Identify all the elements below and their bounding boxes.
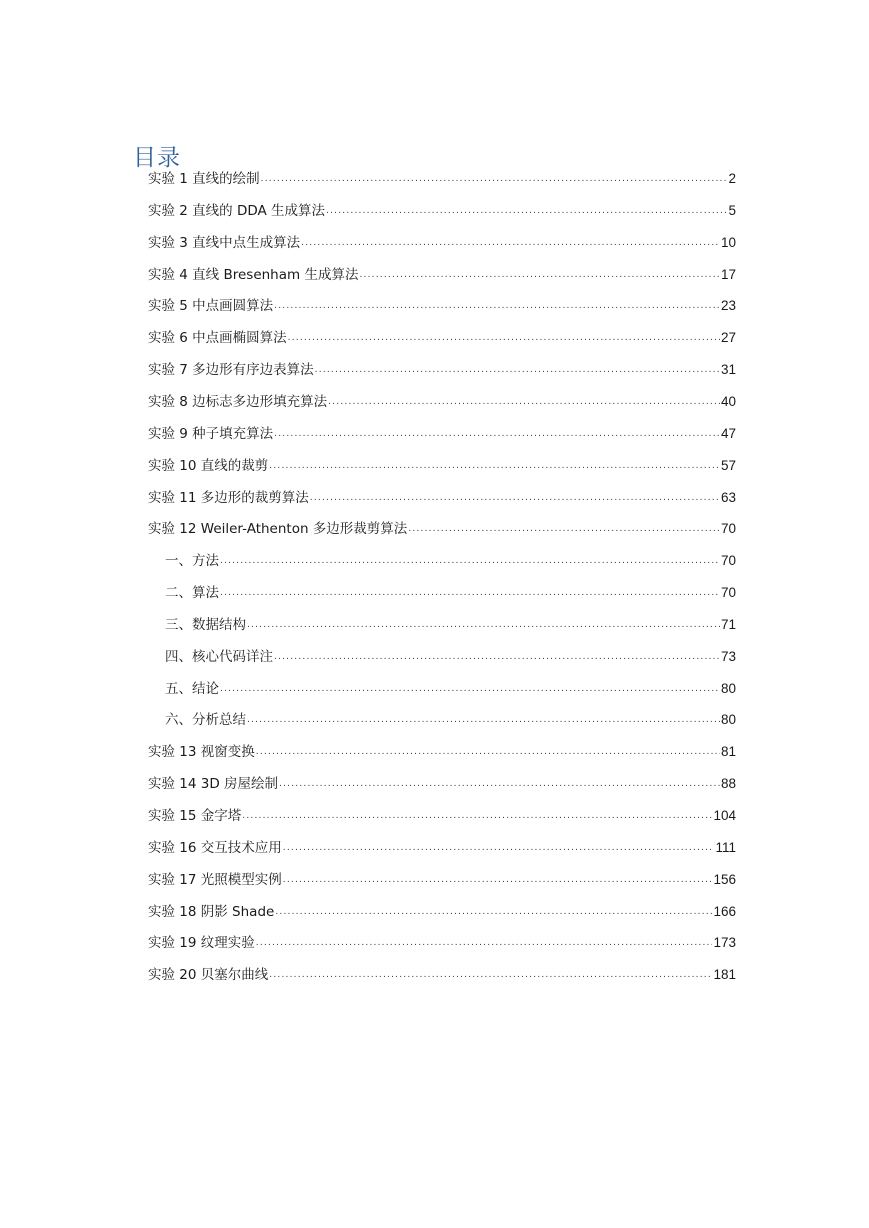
toc-entry-label: 实验 9 种子填充算法 xyxy=(148,425,274,442)
toc-entry-label: 实验 19 纹理实验 xyxy=(148,935,255,952)
toc-entry[interactable] xyxy=(165,610,736,634)
toc-entry-label: 实验 7 多边形有序边表算法 xyxy=(148,362,314,379)
toc-dot-leader xyxy=(269,968,712,982)
toc-entry[interactable] xyxy=(148,514,736,538)
toc-entry-page-number: 57 xyxy=(720,457,736,473)
toc-entry-label: 实验 16 交互技术应用 xyxy=(148,839,282,856)
toc-entry-label: 五、结论 xyxy=(165,680,219,697)
toc-entry[interactable] xyxy=(148,737,736,761)
toc-title: 目录 xyxy=(133,145,181,172)
toc-entry-label: 实验 12 Weiler-Athenton 多边形裁剪算法 xyxy=(148,521,408,538)
toc-entry-page-number: 166 xyxy=(713,903,736,919)
toc-entry-page-number: 80 xyxy=(720,712,736,728)
toc-entry-page-number: 2 xyxy=(728,171,736,186)
toc-entry-label: 四、核心代码详注 xyxy=(165,648,273,665)
toc-entry[interactable] xyxy=(148,387,736,411)
toc-dot-leader xyxy=(328,395,720,409)
toc-entry-label: 实验 15 金字塔 xyxy=(148,808,242,824)
toc-entry-label: 实验 20 贝塞尔曲线 xyxy=(148,967,269,984)
toc-entry[interactable] xyxy=(148,355,736,379)
toc-dot-leader xyxy=(279,777,720,791)
toc-entry-label: 实验 6 中点画椭圆算法 xyxy=(148,330,287,347)
toc-entry[interactable] xyxy=(165,705,736,729)
toc-entry[interactable] xyxy=(148,451,736,475)
toc-dot-leader xyxy=(247,618,720,632)
toc-entry-page-number: 27 xyxy=(720,330,736,346)
toc-entry[interactable] xyxy=(148,801,736,825)
toc-entry-page-number: 40 xyxy=(720,393,736,409)
toc-entry-page-number: 104 xyxy=(713,808,736,823)
toc-entry-label: 实验 5 中点画圆算法 xyxy=(148,298,274,315)
toc-entry[interactable] xyxy=(148,228,736,252)
toc-entry[interactable] xyxy=(148,897,736,921)
toc-entry-page-number: 73 xyxy=(720,648,736,664)
toc-entry[interactable] xyxy=(148,960,736,984)
toc-entry-label: 实验 10 直线的裁剪 xyxy=(148,457,269,474)
toc-entry-page-number: 47 xyxy=(720,425,736,441)
toc-dot-leader xyxy=(220,586,720,600)
toc-entry[interactable] xyxy=(165,578,736,602)
toc-entry-page-number: 173 xyxy=(713,935,736,951)
toc-entry[interactable] xyxy=(148,419,736,443)
toc-dot-leader xyxy=(359,268,720,282)
toc-dot-leader xyxy=(220,682,720,696)
toc-entry-page-number: 111 xyxy=(715,839,736,855)
toc-dot-leader xyxy=(261,172,728,186)
toc-entry-label: 六、分析总结 xyxy=(165,712,246,729)
toc-dot-leader xyxy=(288,331,720,345)
toc-entry-page-number: 81 xyxy=(720,744,736,760)
toc-entry[interactable] xyxy=(148,769,736,793)
toc-entry-label: 实验 14 3D 房屋绘制 xyxy=(148,776,279,793)
toc-entry-page-number: 70 xyxy=(720,553,736,569)
toc-entry-label: 实验 17 光照模型实例 xyxy=(148,871,282,888)
toc-entry[interactable] xyxy=(148,164,736,188)
toc-dot-leader xyxy=(283,873,713,887)
toc-entry[interactable] xyxy=(148,260,736,284)
toc-entry-page-number: 63 xyxy=(720,489,736,505)
toc-entry[interactable] xyxy=(165,674,736,698)
toc-entry-page-number: 181 xyxy=(713,967,736,983)
toc-entry[interactable] xyxy=(148,833,736,857)
toc-entry[interactable] xyxy=(148,323,736,347)
toc-entry[interactable] xyxy=(148,291,736,315)
toc-dot-leader xyxy=(274,427,720,441)
toc-entry-page-number: 156 xyxy=(713,871,736,887)
toc-dot-leader xyxy=(274,650,720,664)
toc-entry[interactable] xyxy=(165,546,736,570)
toc-entry[interactable] xyxy=(148,196,736,220)
toc-entry-page-number: 88 xyxy=(720,776,736,792)
toc-dot-leader xyxy=(408,522,720,536)
toc-entry-label: 实验 18 阴影 Shade xyxy=(148,903,275,920)
toc-entry-label: 实验 3 直线中点生成算法 xyxy=(148,234,301,251)
toc-dot-leader xyxy=(256,936,713,950)
toc-entry-label: 三、数据结构 xyxy=(165,616,246,633)
toc-entry-label: 二、算法 xyxy=(165,585,219,602)
toc-entry-page-number: 31 xyxy=(720,362,736,378)
toc-entry[interactable] xyxy=(148,865,736,889)
toc-dot-leader xyxy=(326,204,727,218)
toc-dot-leader xyxy=(283,841,715,855)
toc-entry-label: 实验 4 直线 Bresenham 生成算法 xyxy=(148,266,359,283)
toc-entry-page-number: 23 xyxy=(720,298,736,314)
toc-dot-leader xyxy=(274,299,720,313)
toc-dot-leader xyxy=(269,459,720,473)
toc-entry-page-number: 70 xyxy=(720,521,736,537)
toc-entry-label: 实验 1 直线的绘制 xyxy=(148,171,260,187)
toc-entry-label: 一、方法 xyxy=(165,553,219,570)
toc-entry-label: 实验 8 边标志多边形填充算法 xyxy=(148,393,328,410)
toc-dot-leader xyxy=(242,809,712,823)
toc-entry-page-number: 80 xyxy=(720,680,736,696)
toc-entry[interactable] xyxy=(148,928,736,952)
toc-entry[interactable] xyxy=(165,642,736,666)
toc-dot-leader xyxy=(247,713,720,727)
toc-dot-leader xyxy=(220,554,720,568)
toc-entry-label: 实验 2 直线的 DDA 生成算法 xyxy=(148,202,326,219)
toc-dot-leader xyxy=(315,363,720,377)
toc-entry-page-number: 5 xyxy=(728,202,736,218)
toc-entry-page-number: 70 xyxy=(720,585,736,601)
toc-entry-page-number: 71 xyxy=(720,616,736,632)
toc-dot-leader xyxy=(301,236,720,250)
toc-entry-label: 实验 13 视窗变换 xyxy=(148,744,255,761)
toc-entry-page-number: 17 xyxy=(720,266,736,282)
toc-dot-leader xyxy=(275,905,712,919)
toc-entry-page-number: 10 xyxy=(720,234,736,250)
toc-dot-leader xyxy=(256,745,720,759)
toc-entry-label: 实验 11 多边形的裁剪算法 xyxy=(148,489,309,506)
toc-dot-leader xyxy=(310,491,720,505)
toc-entry[interactable] xyxy=(148,483,736,507)
